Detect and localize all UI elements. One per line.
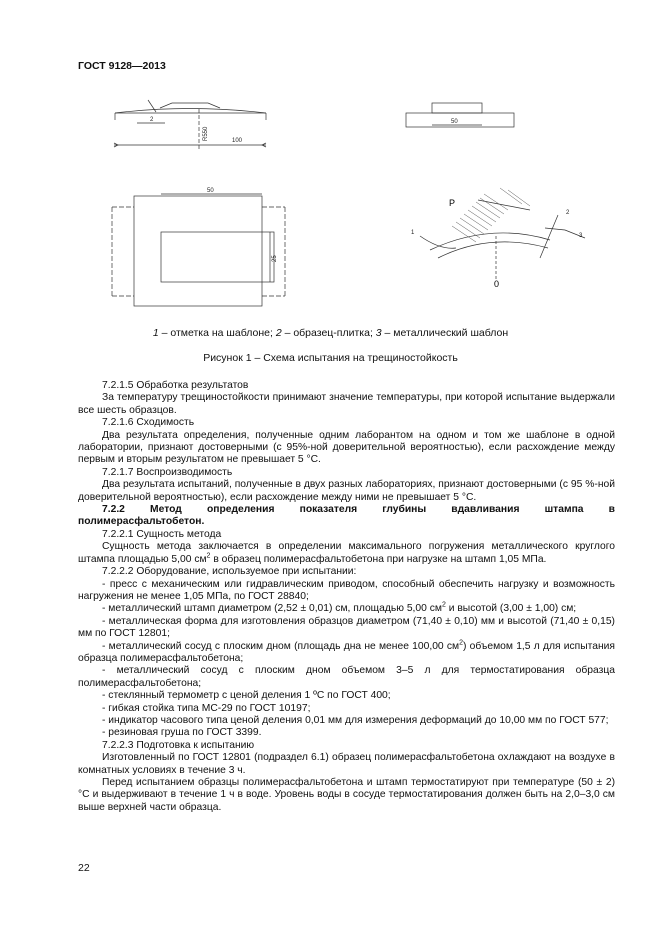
list-item: - резиновая груша по ГОСТ 3399. bbox=[102, 727, 262, 739]
list-item: - индикатор часового типа ценой деления 0,01 мм для измерения деформаций до 10,00 мм по ГОСТ 577; bbox=[102, 714, 609, 726]
list-item: - металлический сосуд с плоским дном объемом 3–5 л для термостатирования образца полимерасфальтобетона; bbox=[78, 665, 615, 689]
list-item: - металлический сосуд с плоским дном (площадь дна не менее 100,00 $см^2$) объемом 1,5 л для испытания образца полимерасфальтобетона; bbox=[78, 639, 615, 664]
figure-drawing bbox=[0, 0, 661, 340]
list-item: - пресс с механическим или гидравлическим приводом, способный обеспечить нагрузку и возможность нагружения не менее 1,05 МПа, по ГОСТ 28840; bbox=[78, 578, 615, 602]
body-text bbox=[78, 380, 615, 814]
paragraph: Изготовленный по ГОСТ 12801 (подраздел 6.1) образец полимерасфальтобетона охлаждают на воздухе в комнатных условиях в течение 3 ч. bbox=[78, 752, 615, 776]
label-3: 3 bbox=[579, 233, 583, 239]
paragraph: За температуру трещиностойкости принимают значение температуры, при которой испытание выдержали все шесть образцов. bbox=[78, 392, 615, 416]
label-p: P bbox=[449, 198, 456, 208]
specimen-plate bbox=[160, 103, 220, 108]
list-item: - стеклянный термометр с ценой деления 1 ºС по ГОСТ 400; bbox=[102, 690, 391, 702]
section-7-2-2-heading: 7.2.2 Метод определения показателя глубины вдавливания штампа в bbox=[102, 504, 615, 516]
curved-template bbox=[430, 233, 550, 250]
dim-25: 25 bbox=[272, 255, 278, 262]
section-7-2-2-3: 7.2.2.3 Подготовка к испытанию bbox=[102, 739, 255, 751]
list-item: - металлическая форма для изготовления образцов диаметром (71,40 ± 0,10) мм и высотой (71,40 ± 0,15) мм по ГОСТ 12801; bbox=[78, 615, 615, 640]
figure-title: Рисунок 1 – Схема испытания на трещиностойкость bbox=[203, 352, 458, 364]
dim-2: 2 bbox=[150, 117, 154, 123]
dim-100: 100 bbox=[232, 138, 243, 144]
dim-50-plan: 50 bbox=[207, 188, 214, 194]
section-7-2-2-2: 7.2.2.2 Оборудование, используемое при испытании: bbox=[102, 566, 357, 578]
dim-r550: R550 bbox=[203, 126, 209, 141]
list-item: - металлический штамп диаметром (2,52 ± 0,01) см, площадью 5,00 $см^2$ и высотой (3,00 ± 1,00) см; bbox=[102, 601, 577, 615]
paragraph: Два результата определения, полученные одним лаборантом на одном и том же шаблоне в одной лаборатории, признают достоверными (с 95%-ной доверительной вероятностью), если расхождение между первым и вторым результатом не превышает 5 °С. bbox=[78, 429, 615, 466]
template-arc bbox=[115, 109, 266, 114]
label-0: 0 bbox=[494, 279, 500, 289]
plan-view-outline bbox=[134, 196, 262, 306]
section-7-2-2-1: 7.2.2.1 Сущность метода bbox=[102, 528, 222, 540]
list-item: - гибкая стойка типа МС-29 по ГОСТ 10197; bbox=[102, 702, 311, 714]
section-7-2-1-7: 7.2.1.7 Воспроизводимость bbox=[102, 466, 233, 478]
document-header: ГОСТ 9128—2013 bbox=[78, 60, 166, 72]
dim-50-top: 50 bbox=[451, 119, 458, 125]
label-2: 2 bbox=[566, 210, 570, 216]
section-7-2-1-5: 7.2.1.5 Обработка результатов bbox=[102, 380, 249, 391]
section-7-2-2-heading-cont: полимерасфальтобетон. bbox=[78, 516, 205, 528]
paragraph: Два результата испытаний, полученные в двух разных лабораториях, признают достоверными (с 95 %-ной доверительной вероятностью), если расхождение между ними не превышает 5 °С. bbox=[78, 479, 615, 503]
paragraph: Перед испытанием образцы полимерасфальтобетона и штамп термостатируют при температуре (50 ± 2) °С и выдерживают в течение 1 ч в воде. Уровень воды в сосуде термостатирования должен быть на 2,0–3,0 см выше верхней части образца. bbox=[78, 777, 615, 813]
label-1: 1 bbox=[411, 230, 415, 236]
plate-front-view bbox=[432, 103, 482, 113]
figure-legend: 1 – отметка на шаблоне; 2 – образец-плитка; 3 – металлический шаблон bbox=[152, 327, 509, 339]
page-number: 22 bbox=[78, 862, 90, 874]
section-7-2-1-6: 7.2.1.6 Сходимость bbox=[102, 417, 195, 429]
paragraph: Сущность метода заключается в определении максимального погружения металлического круглого штампа площадью 5,00 $см^2$ в образец полимерасфальтобетона при нагрузке на штамп 1,05 МПа. bbox=[78, 541, 615, 565]
